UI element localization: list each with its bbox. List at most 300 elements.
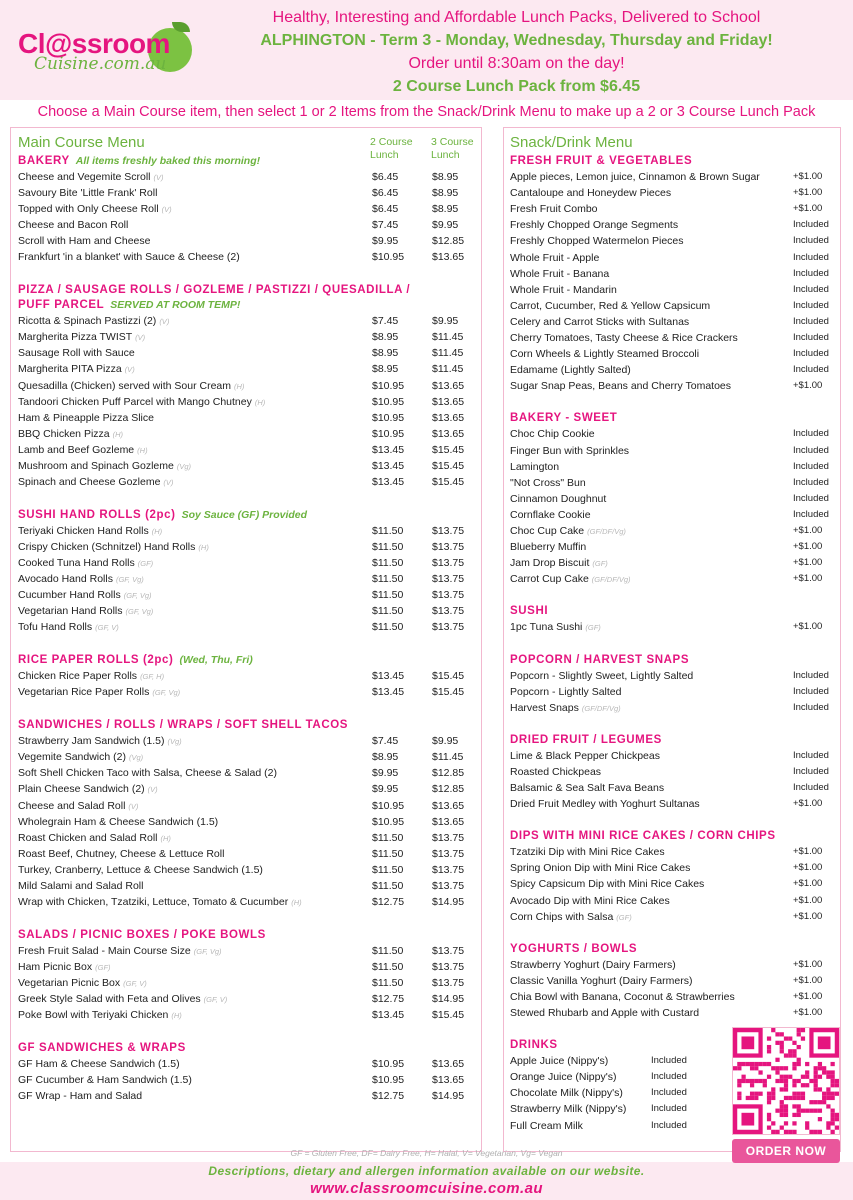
qr-module: [809, 1130, 813, 1134]
snack-item-row[interactable]: [510, 298, 836, 314]
item-name-text: Roast Beef, Chutney, Cheese & Lettuce Roll: [18, 847, 225, 860]
price-3-course: $11.45: [432, 347, 464, 360]
snack-item-row[interactable]: [510, 796, 836, 812]
qr-module: [814, 1087, 818, 1091]
snack-item-row[interactable]: [510, 555, 836, 571]
menu-item-name: [18, 394, 265, 411]
item-name-text: Blueberry Muffin: [510, 541, 587, 554]
price-3-course: $13.65: [432, 379, 465, 392]
snack-item-price: +$1.00: [793, 171, 823, 182]
price-2-course: $11.50: [372, 605, 404, 618]
qr-module: [822, 1100, 826, 1104]
snack-item-row[interactable]: [510, 378, 836, 394]
qr-module: [814, 1079, 818, 1083]
qr-module: [767, 1062, 771, 1066]
qr-module: [784, 1109, 788, 1113]
qr-module: [814, 1075, 818, 1079]
qr-module: [758, 1092, 762, 1096]
price-2-course: $10.95: [372, 411, 405, 424]
qr-module: [775, 1130, 779, 1134]
menu-item-row[interactable]: [18, 474, 478, 490]
item-name-text: Whole Fruit - Mandarin: [510, 283, 617, 296]
order-now-button[interactable]: ORDER NOW: [732, 1139, 840, 1163]
qr-module: [750, 1066, 754, 1070]
snack-item-name: [510, 1069, 616, 1085]
snack-item-name: [510, 893, 670, 909]
menu-item-row[interactable]: [18, 587, 478, 603]
snack-item-row[interactable]: [510, 684, 836, 700]
menu-item-row[interactable]: [18, 361, 478, 377]
item-name-text: Ham Picnic Box: [18, 960, 93, 973]
item-name-text: 1pc Tuna Sushi: [510, 621, 583, 634]
snack-item-price: Included: [793, 508, 829, 520]
snack-item-name: [510, 169, 760, 185]
section-header: DIPS WITH MINI RICE CAKES / CORN CHIPS: [510, 830, 776, 843]
snack-item-row[interactable]: [510, 860, 836, 876]
item-name-text: Popcorn - Slightly Sweet, Lightly Salted: [510, 669, 694, 682]
item-name-text: Strawberry Yoghurt (Dairy Farmers): [510, 958, 676, 971]
menu-item-row[interactable]: [18, 814, 478, 830]
snack-item-row[interactable]: [510, 346, 836, 362]
website-link[interactable]: www.classroomcuisine.com.au: [310, 1180, 543, 1197]
item-name-text: Finger Bun with Sprinkles: [510, 444, 630, 457]
qr-module: [826, 1104, 830, 1108]
menu-item-row[interactable]: [18, 313, 478, 329]
qr-module: [784, 1066, 788, 1070]
qr-module: [775, 1032, 779, 1036]
qr-module: [771, 1092, 775, 1096]
qr-module: [814, 1130, 818, 1134]
menu-item-row[interactable]: [18, 959, 478, 975]
snack-item-price: Included: [793, 749, 829, 761]
qr-module: [835, 1117, 839, 1121]
snack-item-name: [510, 233, 684, 249]
dietary-tag: (V): [161, 205, 172, 215]
price-2-course: $10.95: [372, 1058, 405, 1071]
price-3-course: $12.85: [432, 767, 465, 780]
menu-item-name: [18, 523, 162, 540]
menu-item-row[interactable]: [18, 458, 478, 474]
header-school-term: ALPHINGTON - Term 3 - Monday, Wednesday, Thursday and Friday!: [260, 32, 773, 49]
snack-item-price: Included: [793, 782, 829, 793]
menu-item-row[interactable]: [18, 410, 478, 426]
item-name-text: GF Wrap - Ham and Salad: [18, 1090, 143, 1103]
dietary-legend: GF = Gluten Free, DF= Dairy Free, H= Halal, V= Vegetarian, Vg= Vegan: [290, 1148, 563, 1158]
snack-item-row[interactable]: [510, 700, 836, 716]
menu-item-row[interactable]: [18, 201, 478, 217]
snack-item-row[interactable]: [510, 619, 836, 635]
menu-item-name: [18, 426, 123, 443]
header-price-from: 2 Course Lunch Pack from $6.45: [392, 78, 641, 95]
price-2-course: $6.45: [372, 187, 399, 200]
menu-item-row[interactable]: [18, 555, 478, 571]
price-2-course: $9.95: [372, 783, 399, 796]
snack-item-price: Included: [651, 1071, 687, 1083]
item-name-text: Roasted Chickpeas: [510, 765, 602, 778]
snack-item-row[interactable]: [510, 314, 836, 330]
qr-module: [784, 1121, 788, 1125]
snack-item-row[interactable]: [510, 475, 836, 491]
item-name-text: Savoury Bite 'Little Frank' Roll: [18, 187, 158, 200]
price-2-course: $10.95: [372, 815, 405, 828]
snack-item-name: [510, 796, 700, 812]
dietary-tag: (Vg): [128, 753, 144, 763]
qr-module: [775, 1041, 779, 1045]
price-2-course: $11.50: [372, 879, 404, 892]
qr-module: [750, 1079, 754, 1083]
item-name-text: Stewed Rhubarb and Apple with Custard: [510, 1007, 700, 1019]
menu-item-row[interactable]: [18, 523, 478, 539]
snack-item-price: +$1.00: [793, 525, 823, 536]
dietary-tag: (H): [171, 1011, 182, 1021]
snack-item-name: [510, 780, 664, 796]
menu-item-name: [18, 733, 182, 750]
snack-item-row[interactable]: [510, 764, 836, 780]
instruction-text: Choose a Main Course item, then select 1 or 2 Items from the Snack/Drink Menu to make up a 2 or 3 Course Lunch Pack: [37, 104, 816, 120]
item-name-text: Full Cream Milk: [510, 1119, 583, 1132]
snack-item-price: +$1.00: [793, 187, 823, 199]
snack-item-row[interactable]: [510, 507, 836, 523]
qr-module: [737, 1096, 741, 1100]
snack-item-row[interactable]: [510, 523, 836, 539]
snack-item-name: [510, 1005, 699, 1021]
qr-module: [792, 1130, 796, 1134]
qr-module: [741, 1062, 745, 1066]
section-header: SUSHI: [510, 605, 549, 618]
section-header: [18, 1041, 186, 1056]
snack-item-row[interactable]: [510, 185, 836, 201]
snack-item-price: Included: [793, 492, 829, 504]
qr-module: [775, 1058, 779, 1062]
price-2-course: $11.50: [372, 863, 404, 876]
qr-module: [797, 1028, 801, 1032]
menu-item-row[interactable]: [18, 619, 478, 635]
qr-module: [826, 1075, 830, 1079]
qr-module: [758, 1070, 762, 1074]
dietary-tag: (GF, V): [123, 978, 147, 988]
snack-item-price: +$1.00: [793, 573, 823, 585]
item-name-text: Tofu Hand Rolls: [18, 621, 93, 634]
price-3-course: $15.45: [432, 670, 465, 683]
qr-module: [835, 1092, 839, 1096]
section-note: (Wed, Thu, Fri): [179, 654, 253, 667]
qr-module: [775, 1079, 779, 1083]
snack-item-price: Included: [793, 701, 829, 713]
qr-module: [797, 1096, 801, 1100]
snack-item-price: Included: [793, 428, 829, 440]
snack-item-row[interactable]: [510, 844, 836, 860]
menu-item-row[interactable]: [18, 394, 478, 410]
item-name-text: Chocolate Milk (Nippy's): [510, 1087, 623, 1100]
qr-module: [797, 1058, 801, 1062]
snack-item-row[interactable]: [510, 748, 836, 764]
snack-item-price: +$1.00: [793, 910, 823, 922]
price-2-course: $7.45: [372, 219, 399, 232]
menu-item-row[interactable]: [18, 1072, 478, 1088]
section-note: All items freshly baked this morning!: [75, 155, 261, 167]
snack-item-row[interactable]: [510, 266, 836, 282]
section-title: PIZZA / SAUSAGE ROLLS / GOZLEME / PASTIZZI / QUESADILLA /: [18, 284, 411, 297]
item-name-text: Wrap with Chicken, Tzatziki, Lettuce, Tomato & Cucumber: [18, 895, 289, 908]
snack-item-name: [510, 298, 710, 314]
menu-item-row[interactable]: [18, 846, 478, 862]
price-3-course: $11.45: [432, 363, 464, 376]
price-3-course: $13.75: [432, 944, 465, 957]
qr-module: [801, 1096, 805, 1100]
menu-item-row[interactable]: [18, 684, 478, 700]
menu-item-row[interactable]: [18, 1007, 478, 1023]
qr-module: [831, 1113, 835, 1117]
menu-item-row[interactable]: [18, 749, 478, 765]
item-name-text: Spicy Capsicum Dip with Mini Rice Cakes: [510, 878, 705, 891]
menu-item-row[interactable]: [18, 830, 478, 846]
snack-item-row[interactable]: [510, 571, 836, 587]
item-name-text: Lamington: [510, 460, 560, 473]
snack-item-row[interactable]: [510, 443, 836, 459]
snack-item-price: +$1.00: [793, 1007, 823, 1018]
qr-module: [826, 1070, 830, 1074]
qr-module: [831, 1092, 835, 1096]
price-3-course: $13.75: [432, 863, 465, 876]
section-title: SANDWICHES / ROLLS / WRAPS / SOFT SHELL TACOS: [18, 719, 349, 732]
price-2-course: $11.50: [372, 621, 404, 634]
dietary-tag: (Vg): [167, 737, 182, 747]
snack-item-price: +$1.00: [793, 621, 823, 633]
menu-item-row[interactable]: [18, 781, 478, 797]
qr-module: [826, 1096, 830, 1100]
qr-module: [814, 1100, 818, 1104]
qr-module: [767, 1096, 771, 1100]
qr-module: [805, 1062, 809, 1066]
qr-module: [831, 1121, 835, 1125]
qr-module: [741, 1036, 754, 1049]
price-2-course: $9.95: [372, 235, 399, 248]
snack-item-price: Included: [793, 267, 829, 279]
snack-item-price: +$1.00: [793, 862, 823, 874]
dietary-tag: (GF/DF/Vg): [581, 703, 621, 713]
qr-code[interactable]: [732, 1027, 840, 1135]
menu-item-row[interactable]: [18, 862, 478, 878]
menu-item-row[interactable]: [18, 943, 478, 959]
classroom-cuisine-logo[interactable]: [18, 22, 193, 82]
qr-module: [801, 1036, 805, 1040]
snack-item-name: [510, 764, 601, 780]
qr-module: [771, 1087, 775, 1091]
section-note: Soy Sauce (GF) Provided: [181, 508, 308, 521]
menu-item-row[interactable]: [18, 329, 478, 345]
qr-module: [792, 1049, 796, 1053]
price-2-course: $11.50: [372, 976, 404, 989]
dietary-tag: (H): [112, 429, 124, 439]
snack-item-row[interactable]: [510, 893, 836, 909]
qr-module: [750, 1092, 754, 1096]
item-name-text: Carrot, Cucumber, Red & Yellow Capsicum: [510, 299, 711, 312]
qr-module: [805, 1070, 809, 1074]
snack-item-row[interactable]: [510, 957, 836, 973]
snack-item-row[interactable]: [510, 780, 836, 796]
menu-item-name: [18, 169, 164, 186]
qr-module: [767, 1092, 771, 1096]
qr-module: [758, 1062, 762, 1066]
qr-module: [771, 1096, 775, 1100]
price-2-course: $11.50: [372, 944, 404, 957]
snack-item-row[interactable]: [510, 426, 836, 442]
dietary-tag: (Vg): [176, 461, 192, 471]
menu-item-row[interactable]: [18, 378, 478, 394]
snack-item-row[interactable]: [510, 1005, 836, 1021]
price-3-course: $13.65: [432, 1058, 465, 1071]
item-name-text: Scroll with Ham and Cheese: [18, 235, 151, 248]
qr-module: [784, 1087, 788, 1091]
menu-item-row[interactable]: [18, 894, 478, 910]
snack-item-row[interactable]: [510, 876, 836, 892]
dietary-tag: (GF, Vg): [193, 946, 222, 956]
menu-item-row[interactable]: [18, 1088, 478, 1104]
snack-item-row[interactable]: [510, 282, 836, 298]
menu-item-row[interactable]: [18, 603, 478, 619]
menu-item-row[interactable]: [18, 217, 478, 233]
snack-item-row[interactable]: [510, 989, 836, 1005]
menu-item-name: [18, 619, 119, 636]
qr-module: [754, 1092, 758, 1096]
price-3-course: $15.45: [432, 459, 465, 472]
snack-item-price: Included: [793, 444, 829, 456]
item-name-text: Choc Chip Cookie: [510, 428, 595, 441]
menu-item-name: [18, 217, 128, 233]
snack-item-row[interactable]: [510, 201, 836, 217]
qr-module: [767, 1075, 771, 1079]
menu-item-name: [18, 329, 145, 346]
price-3-course: $13.75: [432, 847, 465, 860]
menu-item-name: [18, 1056, 180, 1072]
item-name-text: "Not Cross" Bun: [510, 476, 586, 489]
snack-drink-title: Snack/Drink Menu: [510, 134, 633, 151]
snack-item-name: [510, 619, 601, 636]
qr-module: [818, 1062, 822, 1066]
qr-module: [754, 1096, 758, 1100]
price-2-course: $11.50: [372, 831, 404, 844]
snack-item-name: [510, 973, 692, 989]
price-3-course: $15.45: [432, 686, 465, 699]
snack-item-row[interactable]: [510, 459, 836, 475]
qr-module: [741, 1075, 745, 1079]
price-2-course: $13.45: [372, 670, 405, 683]
item-name-text: Whole Fruit - Banana: [510, 267, 610, 280]
main-course-title: Main Course Menu: [18, 134, 145, 151]
snack-item-row[interactable]: [510, 539, 836, 555]
menu-item-name: [18, 378, 244, 395]
snack-item-row[interactable]: [510, 250, 836, 266]
qr-module: [780, 1104, 784, 1108]
price-3-course: $8.95: [432, 203, 459, 216]
item-name-text: Harvest Snaps: [510, 701, 579, 714]
snack-item-price: Included: [793, 685, 829, 697]
menu-item-row[interactable]: [18, 878, 478, 894]
menu-item-row[interactable]: [18, 991, 478, 1007]
item-name-text: Cantaloupe and Honeydew Pieces: [510, 187, 672, 200]
item-name-text: Balsamic & Sea Salt Fava Beans: [510, 782, 665, 794]
price-3-course: $13.65: [432, 411, 465, 424]
menu-item-row[interactable]: [18, 765, 478, 781]
snack-item-price: +$1.00: [793, 380, 823, 392]
snack-item-name: [510, 250, 599, 266]
snack-item-row[interactable]: [510, 491, 836, 507]
item-name-text: Ricotta & Spinach Pastizzi (2): [18, 315, 157, 328]
snack-item-row[interactable]: [510, 330, 836, 346]
snack-item-name: [510, 860, 690, 876]
menu-item-row[interactable]: [18, 426, 478, 442]
menu-item-row[interactable]: [18, 442, 478, 458]
menu-item-name: [18, 1072, 192, 1088]
menu-item-row[interactable]: [18, 185, 478, 201]
menu-item-row[interactable]: [18, 1056, 478, 1072]
item-name-text: Poke Bowl with Teriyaki Chicken: [18, 1009, 169, 1022]
menu-item-row[interactable]: [18, 733, 478, 749]
menu-item-name: [18, 185, 157, 201]
item-name-text: Cucumber Hand Rolls: [18, 589, 121, 602]
main-course-panel: [10, 127, 482, 1152]
item-name-text: Cheese and Bacon Roll: [18, 219, 129, 232]
snack-item-row[interactable]: [510, 169, 836, 185]
price-3-course: $13.65: [432, 251, 465, 264]
qr-module: [792, 1104, 796, 1108]
dietary-tag: (V): [163, 477, 174, 487]
qr-module: [792, 1113, 796, 1117]
qr-module: [801, 1083, 805, 1087]
item-name-text: Cheese and Vegemite Scroll: [18, 171, 151, 183]
qr-module: [788, 1053, 792, 1057]
section-title: GF SANDWICHES & WRAPS: [18, 1042, 186, 1055]
snack-item-price: Included: [793, 315, 829, 327]
dietary-tag: (GF): [616, 912, 632, 922]
snack-item-row[interactable]: [510, 973, 836, 989]
menu-item-row[interactable]: [18, 798, 478, 814]
menu-item-row[interactable]: [18, 668, 478, 684]
snack-item-name: [510, 957, 676, 973]
snack-item-row[interactable]: [510, 233, 836, 249]
qr-module: [792, 1096, 796, 1100]
menu-item-row[interactable]: [18, 249, 478, 265]
price-2-course: $11.50: [372, 589, 404, 602]
qr-module: [792, 1062, 796, 1066]
price-3-course: $15.45: [432, 1009, 465, 1022]
price-2-course: $10.95: [372, 799, 405, 812]
qr-module: [741, 1113, 754, 1126]
menu-item-row[interactable]: [18, 539, 478, 555]
snack-item-row[interactable]: [510, 217, 836, 233]
snack-item-row[interactable]: [510, 362, 836, 378]
price-3-course: $13.75: [432, 976, 465, 989]
qr-module: [818, 1087, 822, 1091]
snack-item-row[interactable]: [510, 668, 836, 684]
item-name-text: Vegetarian Picnic Box: [18, 976, 121, 989]
menu-item-row[interactable]: [18, 975, 478, 991]
qr-module: [763, 1083, 767, 1087]
snack-item-row[interactable]: [510, 909, 836, 925]
menu-item-row[interactable]: [18, 169, 478, 185]
qr-module: [792, 1053, 796, 1057]
menu-item-row[interactable]: [18, 571, 478, 587]
menu-item-name: [18, 798, 138, 815]
qr-module: [818, 1117, 822, 1121]
dietary-tag: (GF, H): [140, 672, 165, 682]
snack-item-name: [510, 507, 591, 523]
qr-module: [809, 1100, 813, 1104]
menu-item-row[interactable]: [18, 345, 478, 361]
menu-item-row[interactable]: [18, 233, 478, 249]
dietary-tag: (H): [137, 445, 148, 455]
footer-note: Descriptions, dietary and allergen information available on our website.: [208, 1164, 645, 1178]
